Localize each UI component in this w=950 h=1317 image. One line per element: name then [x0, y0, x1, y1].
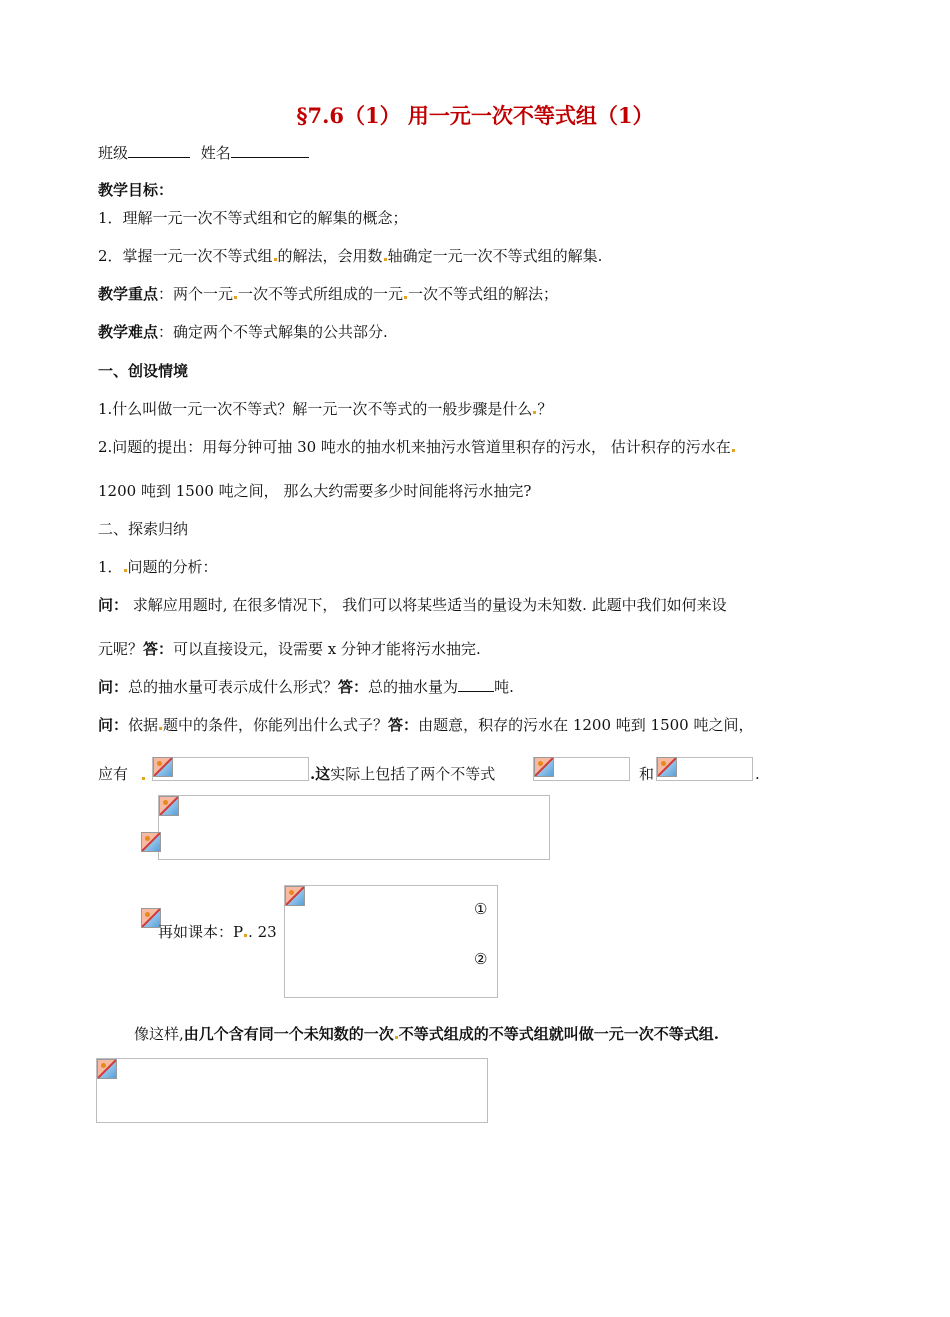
class-name-line	[98, 143, 309, 163]
ask-label: 问：	[98, 716, 129, 734]
marker-dot	[732, 449, 735, 452]
answer-label: 答：	[388, 716, 419, 734]
ask-1-continued: 元呢？	[98, 640, 144, 658]
goal-2-part-a: 2．掌握一元一次不等式组	[98, 247, 273, 265]
textbook-page: . 23	[248, 923, 277, 941]
key-point-text-b: 一次不等式所组成的一元	[238, 285, 404, 303]
section-2-heading: 二、探索归纳	[98, 520, 189, 538]
analysis-text: 问题的分析：	[127, 558, 218, 576]
ask-3-text-b: 题中的条件，你能列出什么式子？	[163, 716, 389, 734]
broken-image-icon	[285, 886, 305, 906]
ask-2-text: 总的抽水量可表示成什么形式？	[128, 678, 339, 696]
textbook-reference	[158, 922, 277, 942]
broken-image-icon	[534, 757, 554, 777]
marker-dot	[142, 777, 145, 780]
goal-1: 1．理解一元一次不等式组和它的解集的概念；	[98, 209, 408, 227]
question-2-continued: 1200 吨到 1500 吨之间， 那么大约需要多少时间能将污水抽完?	[98, 482, 532, 500]
section-1-heading: 一、创设情境	[98, 362, 189, 380]
answer-label: 答：	[338, 678, 369, 696]
formula-image-system	[158, 795, 550, 860]
key-point-label: 教学重点	[98, 285, 159, 303]
ask-3-line	[98, 715, 753, 735]
answer-2-unit: 吨.	[494, 678, 514, 696]
difficulty-line	[98, 322, 388, 342]
analysis-number: 1．	[98, 558, 123, 576]
class-label: 班级	[98, 144, 129, 162]
marker-dot	[234, 296, 237, 299]
formula-image-bottom	[96, 1058, 488, 1123]
actually-bold: .这	[310, 765, 331, 783]
definition-bold-a: 由几个含有同一个未知数的一次	[183, 1025, 394, 1043]
marker-dot	[274, 258, 277, 261]
ask-1-line	[98, 595, 727, 615]
ask-label: 问：	[98, 678, 129, 696]
actually-includes-text	[310, 764, 495, 784]
goal-2-part-b: 的解法，会用数	[277, 247, 383, 265]
actually-text: 实际上包括了两个不等式	[330, 765, 496, 783]
key-point-line	[98, 284, 558, 304]
marker-dot	[159, 727, 162, 730]
ask-2-line	[98, 677, 514, 697]
marker-dot	[244, 934, 247, 937]
answer-1-text: 可以直接设元，设需要 x 分钟才能将污水抽完.	[173, 640, 481, 658]
should-have-label: 应有	[98, 765, 129, 783]
goal-2-part-c: 轴确定一元一次不等式组的解集.	[387, 247, 603, 265]
analysis-line	[98, 557, 218, 577]
ask-3-text-a: 依据	[128, 716, 159, 734]
ask-1-text: 求解应用题时, 在很多情况下， 我们可以将某些适当的量设为未知数. 此题中我们如何来设	[128, 596, 727, 614]
difficulty-label: 教学难点	[98, 323, 159, 341]
broken-image-icon	[159, 796, 179, 816]
broken-image-icon	[141, 832, 161, 852]
definition-line	[134, 1024, 719, 1044]
marker-dot	[384, 258, 387, 261]
formula-image-range	[152, 757, 309, 781]
marker-dot	[404, 296, 407, 299]
answer-label: 答：	[143, 640, 174, 658]
formula-image-textbook-system	[284, 885, 498, 998]
name-label: 姓名	[200, 144, 231, 162]
question-1-mark: ？	[537, 400, 553, 418]
answer-blank	[458, 677, 494, 692]
answer-3-text: 由题意，积存的污水在 1200 吨到 1500 吨之间，	[418, 716, 754, 734]
goal-2	[98, 246, 602, 266]
definition-bold-b: 不等式组成的不等式组就叫做一元一次不等式组.	[398, 1025, 720, 1043]
textbook-text: 再如课本：P	[158, 923, 244, 941]
question-1	[98, 399, 552, 419]
circled-number-1: ①	[474, 900, 488, 918]
class-blank	[128, 143, 190, 158]
ask-label: 问：	[98, 596, 129, 614]
answer-1-line	[98, 639, 481, 659]
broken-image-icon	[153, 757, 173, 777]
marker-dot	[395, 1036, 398, 1039]
and-text: 和	[639, 765, 655, 783]
goals-heading: 教学目标：	[98, 181, 174, 199]
definition-lead: 像这样,	[134, 1025, 184, 1043]
page-title: §7.6（1） 用一元一次不等式组（1）	[296, 103, 654, 128]
marker-dot	[533, 411, 536, 414]
question-2-text: 2.问题的提出：用每分钟可抽 30 吨水的抽水机来抽污水管道里积存的污水， 估计积存的污水在	[98, 438, 731, 456]
key-point-text-c: 一次不等式组的解法；	[408, 285, 559, 303]
key-point-text-a: ：两个一元	[158, 285, 234, 303]
period-text: .	[755, 765, 760, 783]
difficulty-text: ：确定两个不等式解集的公共部分.	[158, 323, 388, 341]
question-2	[98, 437, 736, 457]
broken-image-icon	[657, 757, 677, 777]
question-1-text: 1.什么叫做一元一次不等式？解一元一次不等式的一般步骤是什么	[98, 400, 533, 418]
marker-dot	[124, 569, 127, 572]
answer-2-text: 总的抽水量为	[368, 678, 459, 696]
circled-number-2: ②	[474, 950, 488, 968]
name-blank	[231, 143, 309, 158]
broken-image-icon	[97, 1059, 117, 1079]
